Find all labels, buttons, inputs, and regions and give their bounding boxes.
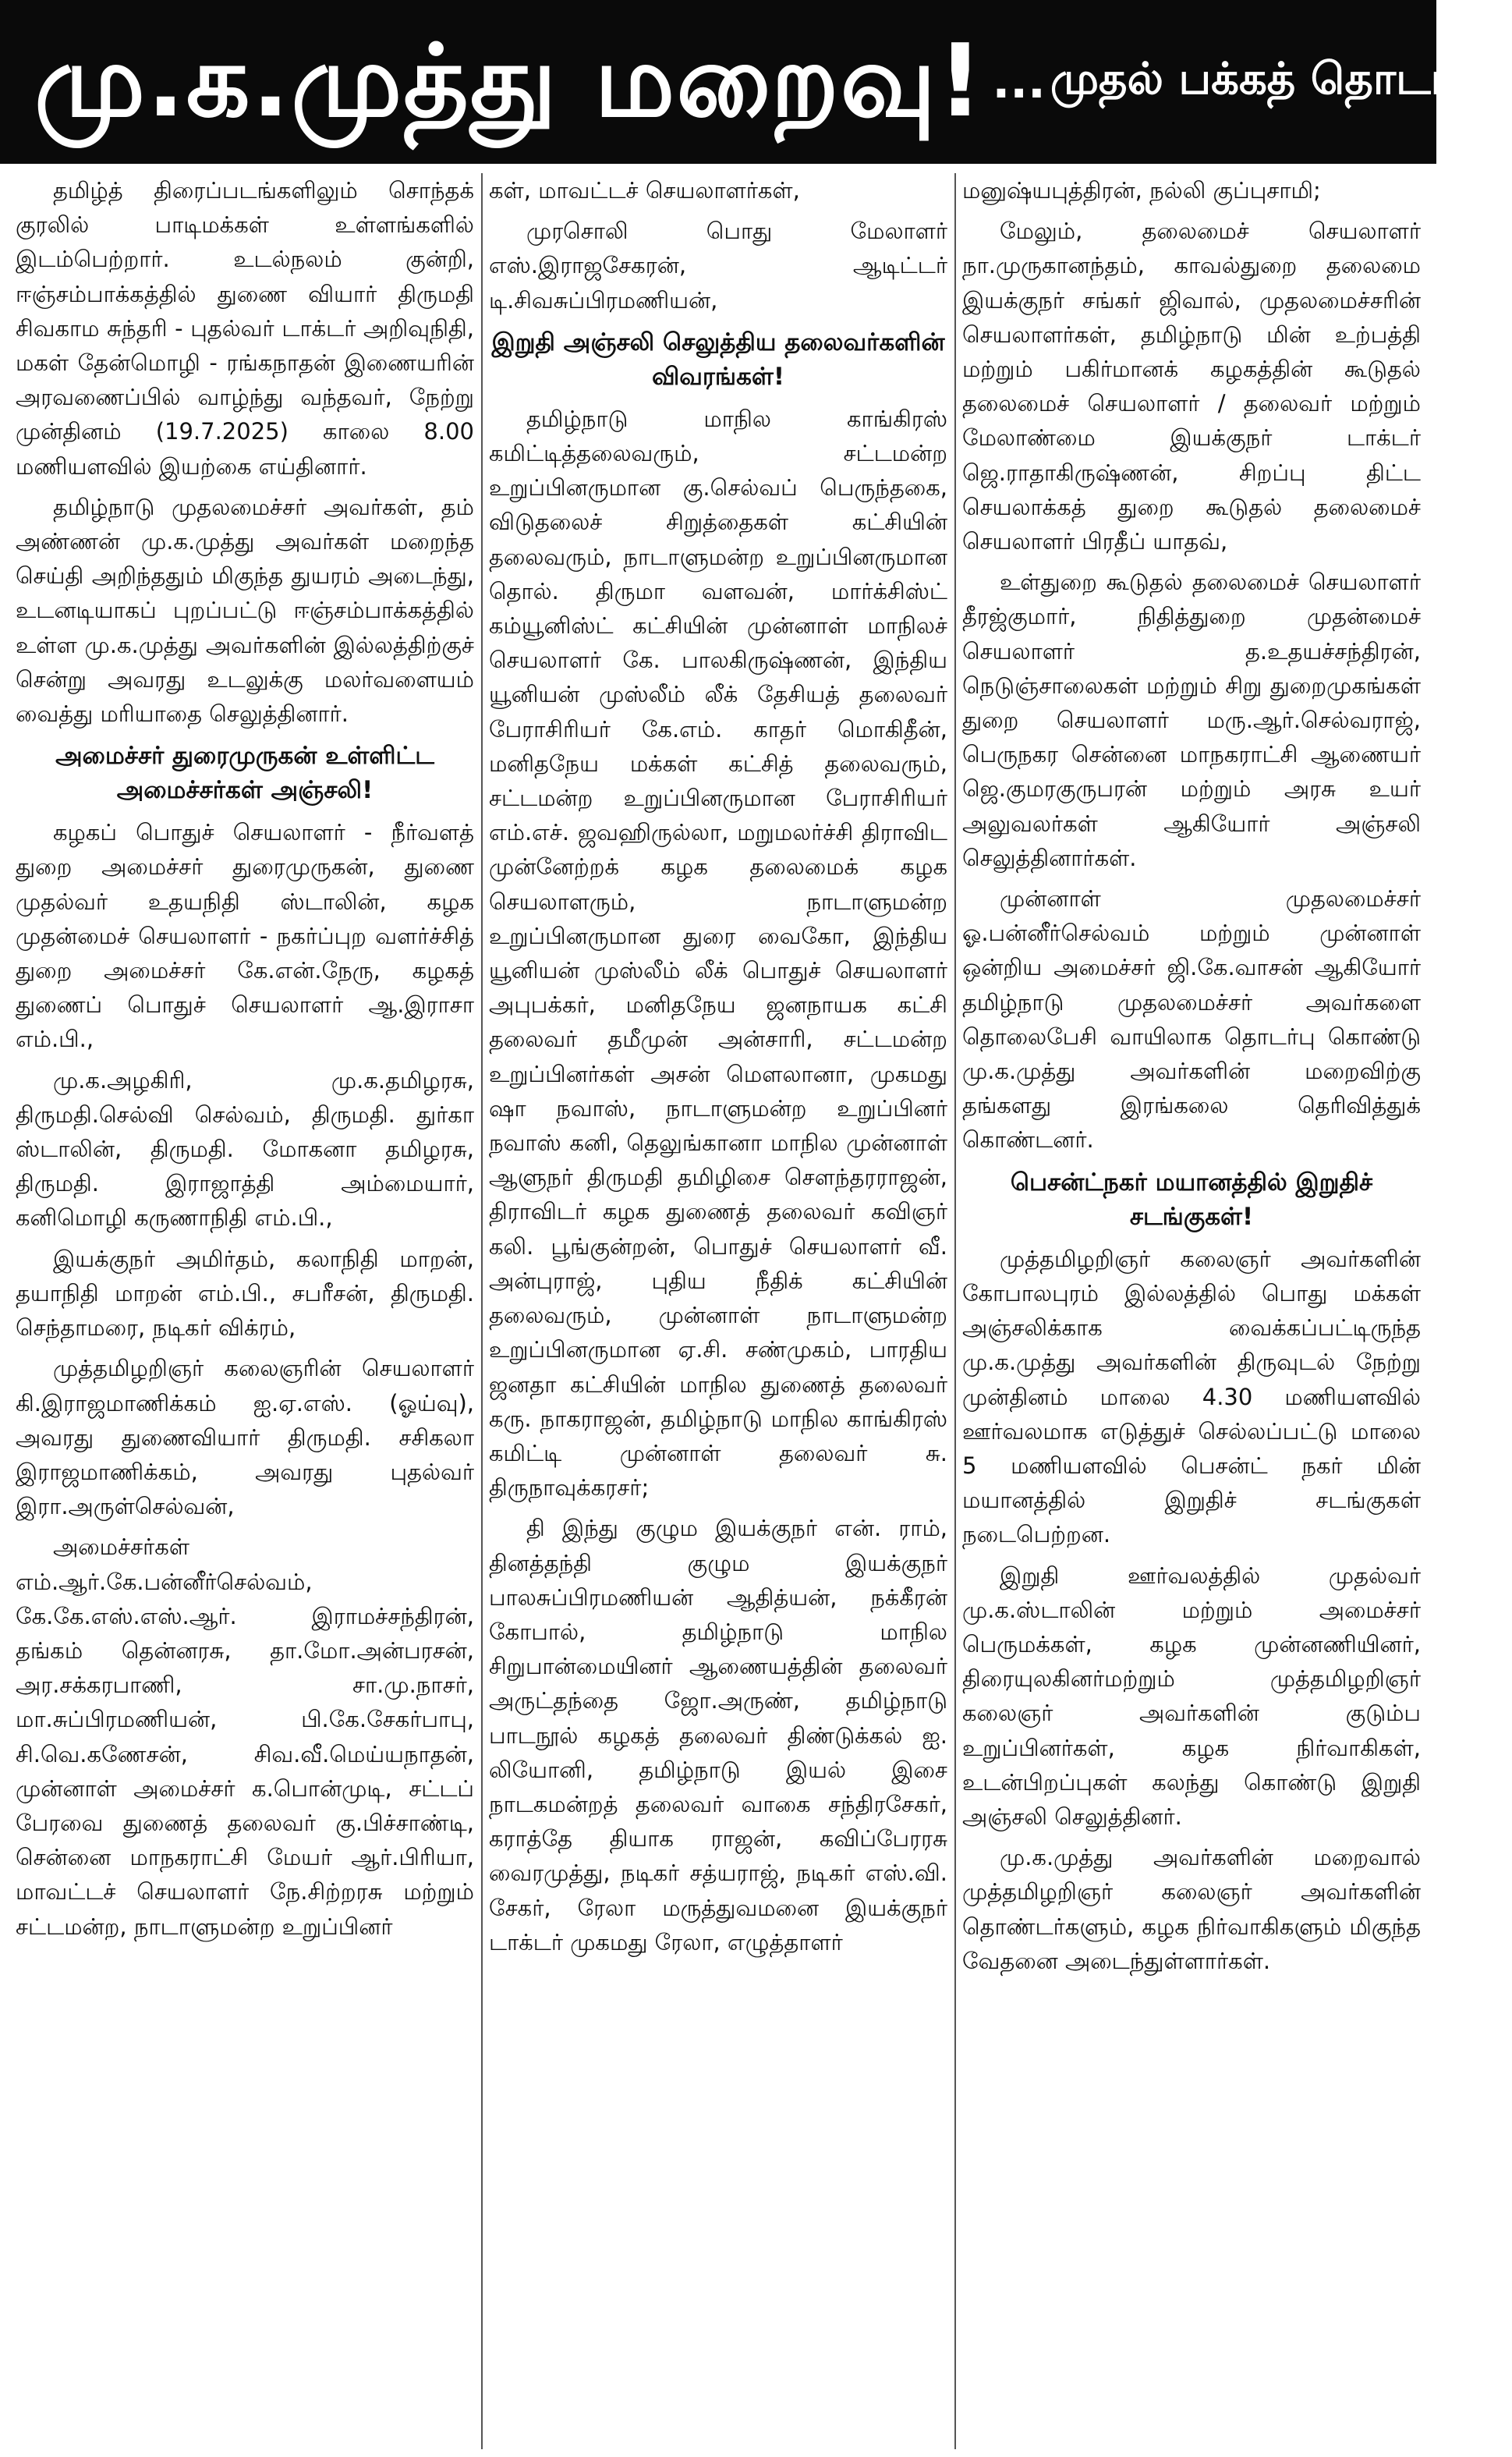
column-divider <box>954 173 956 2449</box>
article-column-3 <box>962 173 1421 2449</box>
article-column-1 <box>16 173 474 2449</box>
paragraph: முரசொலி பொது மேலாளர் எஸ்.இராஜசேகரன், ஆடிட்டர் டி.சிவசுப்பிரமணியன், <box>489 218 947 314</box>
paragraph: தி இந்து குழும இயக்குநர் என். ராம், தினத்தந்தி குழும இயக்குநர் பாலசுப்பிரமணியன் ஆதித்யன், நக்கீரன் கோபால், தமிழ்நாடு மாநில சிறுபான்மையினர் ஆணையத்தின் தலைவர் அருட்தந்தை ஜோ.அருண், தமிழ்நாடு பாடநூல் கழகத் தலைவர் திண்டுக்கல் ஐ. லியோனி, தமிழ்நாடு இயல் இசை நாடகமன்றத் தலைவர் வாகை சந்திரசேகர், கராத்தே தியாக ராஜன், கவிப்பேரரசு வைரமுத்து, நடிகர் சத்யராஜ், நடிகர் எஸ்.வி. சேகர், ரேலா மருத்துவமனை இயக்குநர் டாக்டர் முகமது ரேலா, எழுத்தாளர் <box>489 1515 947 1955</box>
paragraph: மேலும், தலைமைச் செயலாளர் நா.முருகானந்தம், காவல்துறை தலைமை இயக்குநர் சங்கர் ஜிவால், முதலமைச்சரின் செயலாளர்கள், தமிழ்நாடு மின் உற்பத்தி மற்றும் பகிர்மானக் கழகத்தின் கூடுதல் தலைமைச் செயலாளர் / தலைவர் மற்றும் மேலாண்மை இயக்குநர் டாக்டர் ஜெ.ராதாகிருஷ்ணன், சிறப்பு திட்ட செயலாக்கத் துறை கூடுதல் தலைமைச் செயலாளர் பிரதீப் யாதவ், <box>962 218 1421 555</box>
headline-banner <box>0 0 1512 164</box>
continuation-label: முதல் பக்கத் தொடர்ச்சி <box>1050 54 1512 105</box>
column-divider <box>481 173 483 2449</box>
article-column-2 <box>489 173 947 2449</box>
paragraph: உள்துறை கூடுதல் தலைமைச் செயலாளர் தீரஜ்குமார், நிதித்துறை முதன்மைச் செயலாளர் த.உதயச்சந்திரன், நெடுஞ்சாலைகள் மற்றும் சிறு துறைமுகங்கள் துறை செயலாளர் மரு.ஆர்.செல்வராஜ், பெருநகர சென்னை மாநகராட்சி ஆணையர் ஜெ.குமரகுருபரன் மற்றும் அரசு உயர் அலுவலர்கள் ஆகியோர் அஞ்சலி செலுத்தினார்கள். <box>962 569 1421 871</box>
paragraph: தமிழ்நாடு முதலமைச்சர் அவர்கள், தம் அண்ணன் மு.க.முத்து அவர்கள் மறைந்த செய்தி அறிந்ததும் மிகுந்த துயரம் அடைந்து, உடனடியாகப் புறப்பட்டு ஈஞ்சம்பாக்கத்தில் உள்ள மு.க.முத்து அவர்களின் இல்லத்திற்குச் சென்று அவரது உடலுக்கு மலர்வளையம் வைத்து மரியாதை செலுத்தினார். <box>16 493 474 728</box>
continuation-dots: ... <box>992 55 1046 109</box>
paragraph: கள், மாவட்டச் செயலாளர்கள், <box>489 177 800 204</box>
paragraph: முத்தமிழறிஞர் கலைஞரின் செயலாளர் கி.இராஜமாணிக்கம் ஐ.ஏ.எஸ். (ஓய்வு), அவரது துணைவியார் திருமதி. சசிகலா இராஜமாணிக்கம், அவரது புதல்வர் இரா.அருள்செல்வன், <box>16 1355 474 1520</box>
paragraph: தமிழ்த் திரைப்படங்களிலும் சொந்தக் குரலில் பாடிமக்கள் உள்ளங்களில் இடம்பெற்றார். உடல்நலம் குன்றி, ஈஞ்சம்பாக்கத்தில் துணை வியார் திருமதி சிவகாம சுந்தரி - புதல்வர் டாக்டர் அறிவுநிதி, மகள் தேன்மொழி - ரங்கநாதன் இணையரின் அரவணைப்பில் வாழ்ந்து வந்தவர், நேற்று முன்தினம் (19.7.2025) காலை 8.00 மணியளவில் இயற்கை எய்தினார். <box>16 177 474 480</box>
subheading: பெசன்ட்நகர் மயானத்தில் இறுதிச் சடங்குகள்! <box>1010 1168 1373 1231</box>
paragraph: இயக்குநர் அமிர்தம், கலாநிதி மாறன், தயாநிதி மாறன் எம்.பி., சபரீசன், திருமதி. செந்தாமரை, நடிகர் விக்ரம், <box>16 1245 474 1342</box>
paragraph: மு.க.முத்து அவர்களின் மறைவால் முத்தமிழறிஞர் கலைஞர் அவர்களின் தொண்டர்களும், கழக நிர்வாகிகளும் மிகுந்த வேதனை அடைந்துள்ளார்கள். <box>962 1844 1421 1974</box>
paragraph: முன்னாள் முதலமைச்சர் ஓ.பன்னீர்செல்வம் மற்றும் முன்னாள் ஒன்றிய அமைச்சர் ஜி.கே.வாசன் ஆகியோர் தமிழ்நாடு முதலமைச்சர் அவர்களை தொலைபேசி வாயிலாக தொடர்பு கொண்டு மு.க.முத்து அவர்களின் மறைவிற்கு தங்களது இரங்கலை தெரிவித்துக் கொண்டனர். <box>962 885 1421 1154</box>
paragraph: இறுதி ஊர்வலத்தில் முதல்வர் மு.க.ஸ்டாலின் மற்றும் அமைச்சர் பெருமக்கள், கழக முன்னணியினர், திரையுலகினர்மற்றும் முத்தமிழறிஞர் கலைஞர் அவர்களின் குடும்ப உறுப்பினர்கள், கழக நிர்வாகிகள், உடன்பிறப்புகள் கலந்து கொண்டு இறுதி அஞ்சலி செலுத்தினர். <box>962 1562 1421 1830</box>
paragraph: கழகப் பொதுச் செயலாளர் - நீர்வளத் துறை அமைச்சர் துரைமுருகன், துணை முதல்வர் உதயநிதி ஸ்டாலின், கழக முதன்மைச் செயலாளர் - நகர்ப்புற வளர்ச்சித் துறை அமைச்சர் கே.என்.நேரு, கழகத் துணைப் பொதுச் செயலாளர் ஆ.இராசா எம்.பி., <box>16 819 474 1053</box>
headline: மு.க.முத்து மறைவு! <box>34 23 985 140</box>
paragraph: மு.க.அழகிரி, மு.க.தமிழரசு, திருமதி.செல்வி செல்வம், திருமதி. துர்கா ஸ்டாலின், திருமதி. மோகனா தமிழரசு, திருமதி. இராஜாத்தி அம்மையார், கனிமொழி கருணாநிதி எம்.பி., <box>16 1066 474 1232</box>
subheading: இறுதி அஞ்சலி செலுத்திய தலைவர்களின் விவரங்கள்! <box>491 328 945 391</box>
paragraph: முத்தமிழறிஞர் கலைஞர் அவர்களின் கோபாலபுரம் இல்லத்தில் பொது மக்கள் அஞ்சலிக்காக வைக்கப்பட்டிருந்த மு.க.முத்து அவர்களின் திருவுடல் நேற்று முன்தினம் மாலை 4.30 மணியளவில் ஊர்வலமாக எடுத்துச் செல்லப்பட்டு மாலை 5 மணியளவில் பெசன்ட் நகர் மின் மயானத்தில் இறுதிச் சடங்குகள் நடைபெற்றன. <box>962 1245 1421 1548</box>
paragraph: அமைச்சர்கள் எம்.ஆர்.கே.பன்னீர்செல்வம், கே.கே.எஸ்.எஸ்.ஆர். இராமச்சந்திரன், தங்கம் தென்னரசு, தா.மோ.அன்பரசன், அர.சக்கரபாணி, சா.மு.நாசர், மா.சுப்பிரமணியன், பி.கே.சேகர்பாபு, சி.வெ.கணேசன், சிவ.வீ.மெய்யநாதன், முன்னாள் அமைச்சர் க.பொன்முடி, சட்டப் பேரவை துணைத் தலைவர் கு.பிச்சாண்டி, சென்னை மாநகராட்சி மேயர் ஆர்.பிரியா, மாவட்டச் செயலாளர் நே.சிற்றரசு மற்றும் சட்டமன்ற, நாடாளுமன்ற உறுப்பினர் <box>16 1533 474 1940</box>
paragraph: மனுஷ்யபுத்திரன், நல்லி குப்புசாமி; <box>962 177 1321 204</box>
article-columns <box>16 173 1421 2449</box>
subheading: அமைச்சர் துரைமுருகன் உள்ளிட்ட அமைச்சர்கள் அஞ்சலி! <box>55 742 434 805</box>
paragraph: தமிழ்நாடு மாநில காங்கிரஸ் கமிட்டித்தலைவரும், சட்டமன்ற உறுப்பினருமான கு.செல்வப் பெருந்தகை, விடுதலைச் சிறுத்தைகள் கட்சியின் தலைவரும், நாடாளுமன்ற உறுப்பினருமான தொல். திருமா வளவன், மார்க்சிஸ்ட் கம்யூனிஸ்ட் கட்சியின் முன்னாள் மாநிலச் செயலாளர் கே. பாலகிருஷ்ணன், இந்திய யூனியன் முஸ்லீம் லீக் தேசியத் தலைவர் பேராசிரியர் கே.எம். காதர் மொகிதீன், மனிதநேய மக்கள் கட்சித் தலைவரும், சட்டமன்ற உறுப்பினருமான பேராசிரியர் எம்.எச். ஜவஹிருல்லா, மறுமலர்ச்சி திராவிட முன்னேற்றக் கழக தலைமைக் கழக செயலாளரும், நாடாளுமன்ற உறுப்பினருமான துரை வைகோ, இந்திய யூனியன் முஸ்லீம் லீக் பொதுச் செயலாளர் அபுபக்கர், மனிதநேய ஜனநாயக கட்சி தலைவர் தமீமுன் அன்சாரி, சட்டமன்ற உறுப்பினர்கள் அசன் மௌலானா, முகமது ஷா நவாஸ், நாடாளுமன்ற உறுப்பினர் நவாஸ் கனி, தெலுங்கானா மாநில முன்னாள் ஆளுநர் திருமதி தமிழிசை சௌந்தரராஜன், திராவிடர் கழக துணைத் தலைவர் கவிஞர் கலி. பூங்குன்றன், பொதுச் செயலாளர் வீ. அன்புராஜ், புதிய நீதிக் கட்சியின் தலைவரும், முன்னாள் நாடாளுமன்ற உறுப்பினருமான ஏ.சி. சண்முகம், பாரதிய ஜனதா கட்சியின் மாநில துணைத் தலைவர் கரு. நாகராஜன், தமிழ்நாடு மாநில காங்கிரஸ் கமிட்டி முன்னாள் தலைவர் சு. திருநாவுக்கரசர்; <box>489 405 947 1502</box>
